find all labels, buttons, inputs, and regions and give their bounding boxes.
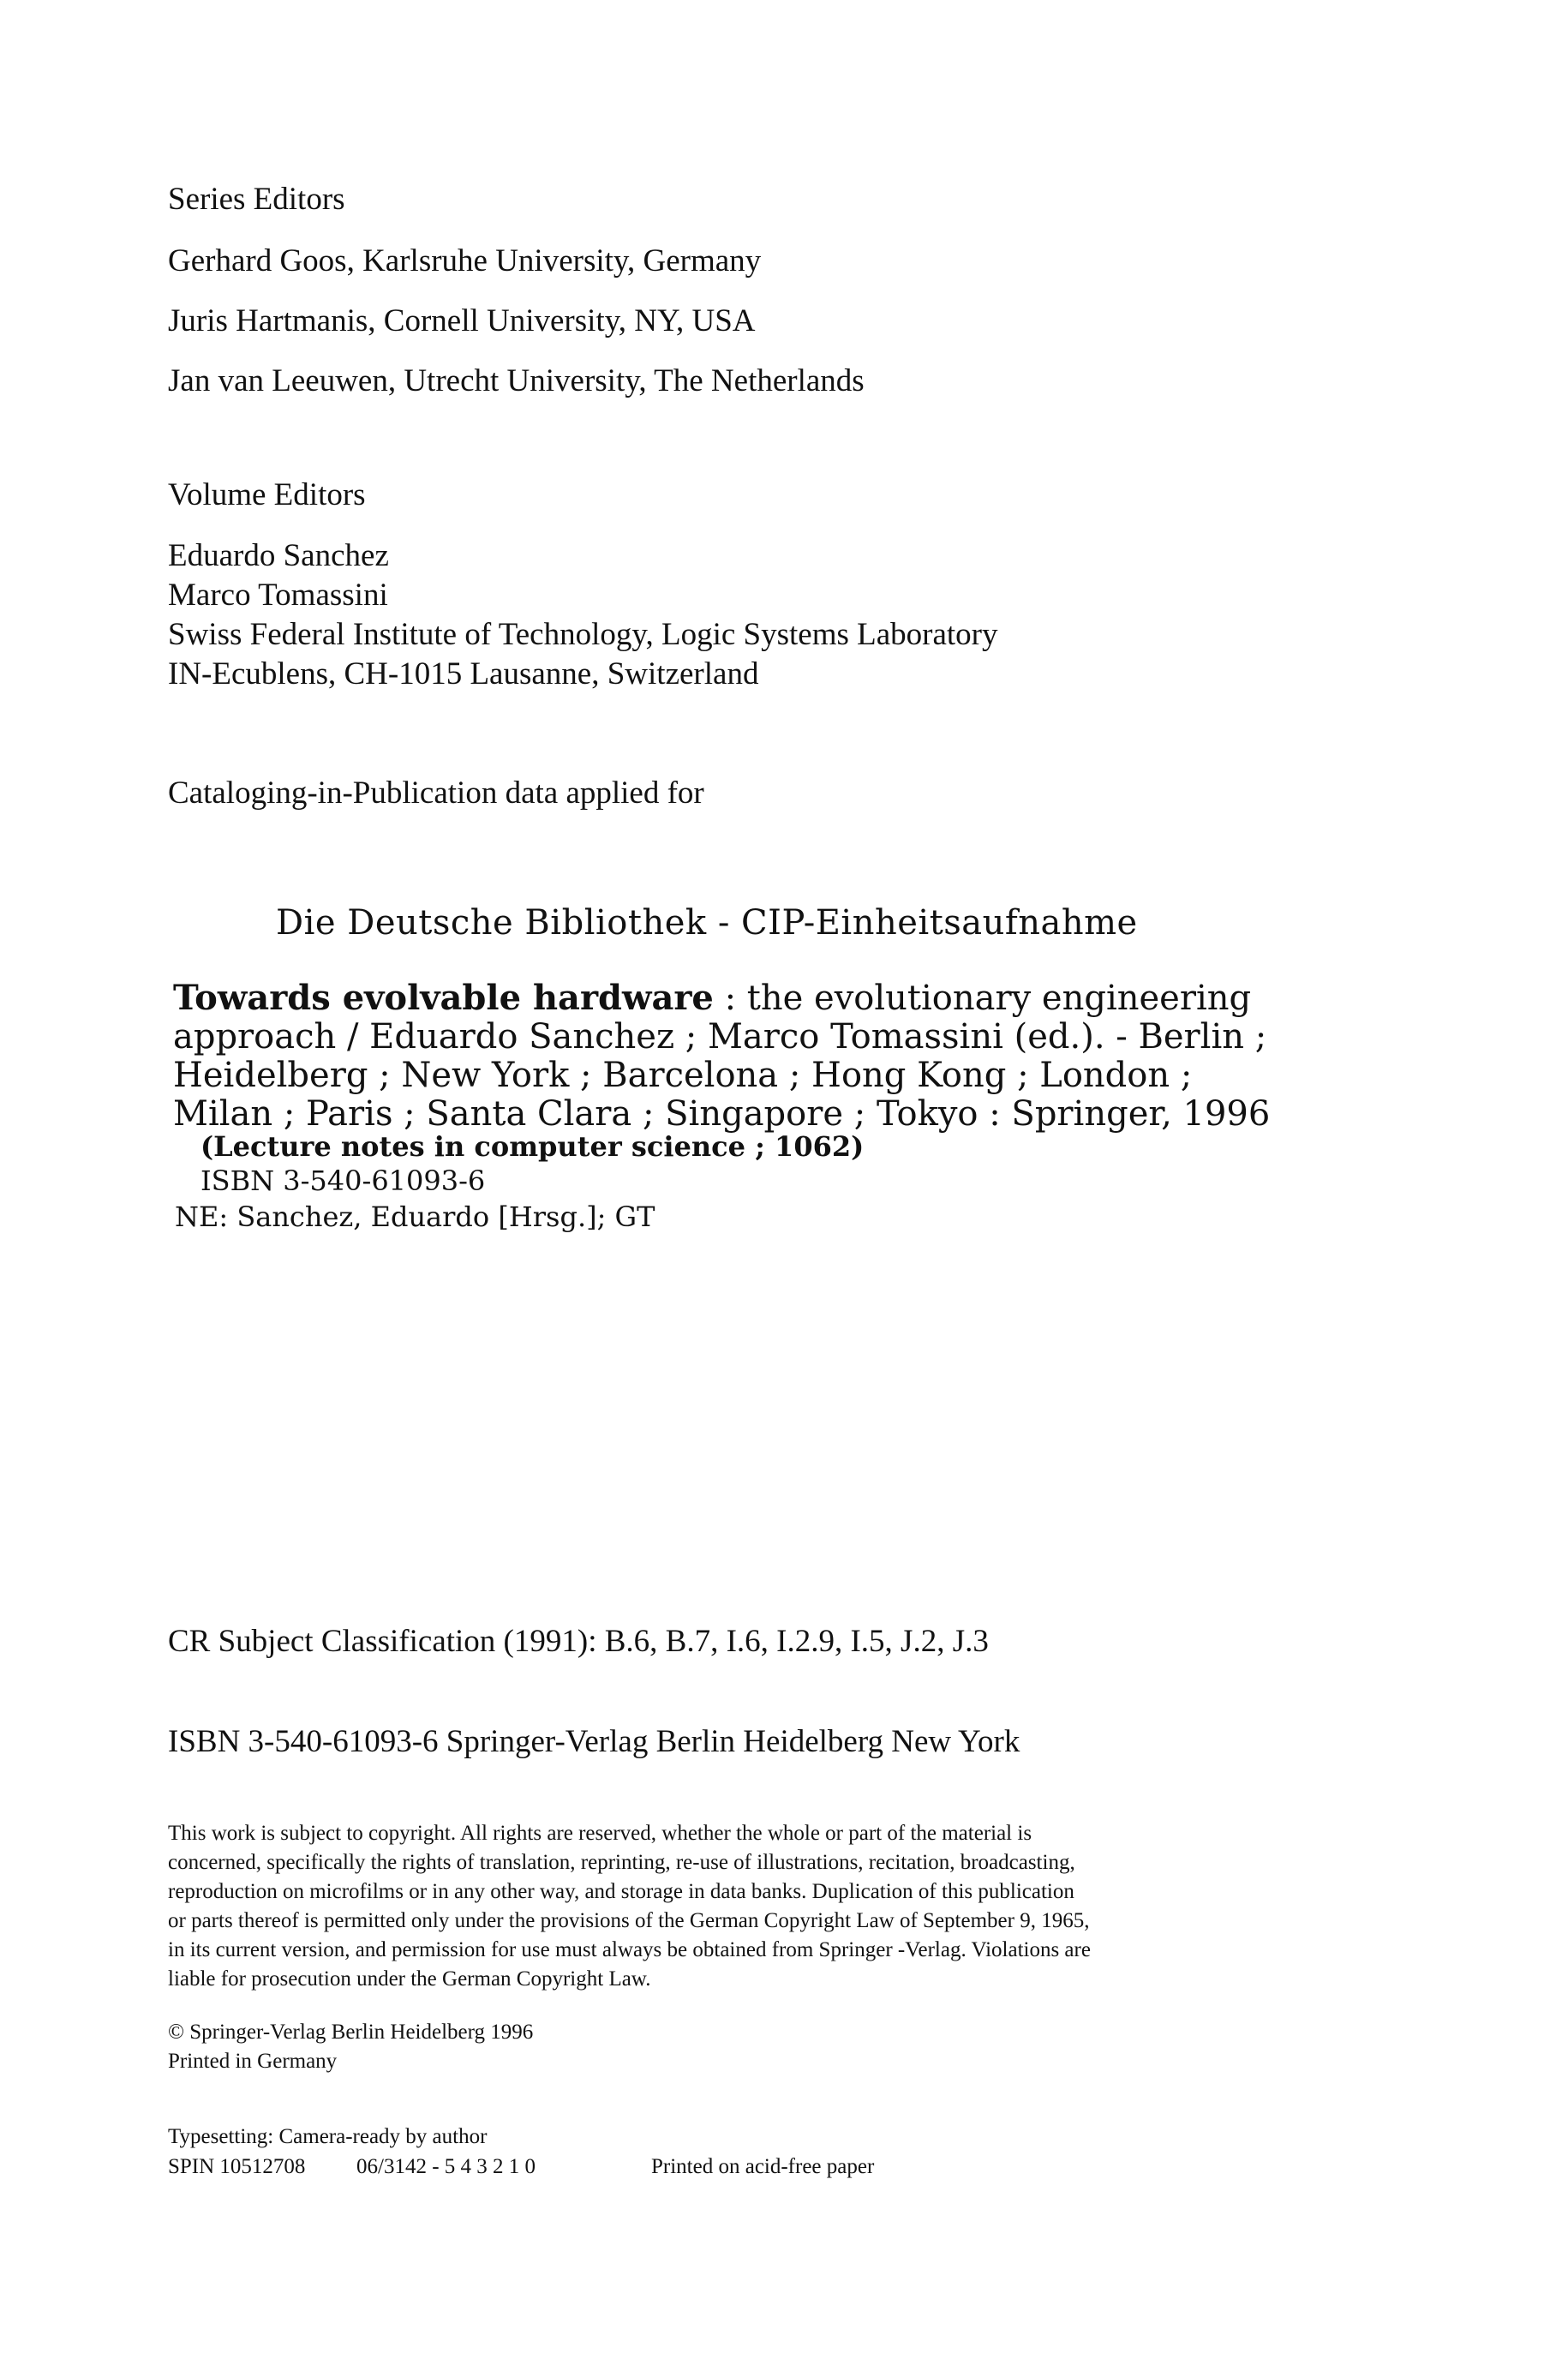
copyright-notice: [168, 1819, 1091, 1994]
spin-code: 06/3142 - 5 4 3 2 1 0: [356, 2155, 536, 2178]
series-editor-goos: Gerhard Goos, Karlsruhe University, Germany: [168, 243, 762, 278]
volume-editors-address: IN-Ecublens, CH-1015 Lausanne, Switzerland: [168, 656, 759, 692]
isbn-publisher-line: ISBN 3-540-61093-6 Springer-Verlag Berlin Heidelberg New York: [168, 1724, 1020, 1759]
copyright-notice-line-3: reproduction on microfilms or in any other way, and storage in data banks. Duplication of this publication: [168, 1880, 1074, 1903]
copyright-notice-line-5: in its current version, and permission for use must always be obtained from Springer -Verlag. Violations are: [168, 1938, 1091, 1961]
series-editors-heading: Series Editors: [168, 182, 345, 217]
series-editor-hartmanis: Juris Hartmanis, Cornell University, NY, USA: [168, 303, 756, 338]
copyright-block: [168, 2018, 533, 2076]
cip-entry: [173, 979, 1270, 1134]
volume-editors-block: [168, 536, 998, 694]
volume-editors-heading: Volume Editors: [168, 477, 366, 512]
series-editor-van-leeuwen: Jan van Leeuwen, Utrecht University, The Netherlands: [168, 363, 865, 398]
copyright-notice-line-1: This work is subject to copyright. All rights are reserved, whether the whole or part of the material is: [168, 1822, 1032, 1845]
copyright-notice-line-6: liable for prosecution under the German Copyright Law.: [168, 1967, 651, 1991]
typesetting-line: Typesetting: Camera-ready by author: [168, 2125, 488, 2148]
cip-ne: NE: Sanchez, Eduardo [Hrsg.]; GT: [175, 1200, 655, 1233]
printed-in-line: Printed in Germany: [168, 2050, 338, 2073]
spin-number: SPIN 10512708: [168, 2155, 306, 2178]
cip-title-rest: : the evolutionary engineering: [713, 979, 1252, 1018]
copyright-notice-line-4: or parts thereof is permitted only under the provisions of the German Copyright Law of September 9, 1965,: [168, 1909, 1090, 1932]
copyright-notice-line-2: concerned, specifically the rights of translation, reprinting, re-use of illustrations, recitation, broadcasting,: [168, 1851, 1075, 1874]
acid-free-paper: Printed on acid-free paper: [651, 2155, 875, 2178]
cip-line-3: Milan ; Paris ; Santa Clara ; Singapore ; Tokyo : Springer, 1996: [173, 1094, 1271, 1134]
copyright-line: © Springer-Verlag Berlin Heidelberg 1996: [168, 2021, 534, 2044]
cip-title-line: [173, 979, 1270, 1018]
volume-editor-sanchez: Eduardo Sanchez: [168, 538, 389, 573]
volume-editor-tomassini: Marco Tomassini: [168, 578, 388, 613]
cip-title-bold: Towards evolvable hardware: [173, 978, 714, 1018]
volume-editors-institute: Swiss Federal Institute of Technology, Logic Systems Laboratory: [168, 617, 998, 652]
cataloging-note: Cataloging-in-Publication data applied for: [168, 775, 704, 811]
cr-classification: CR Subject Classification (1991): B.6, B.7, I.6, I.2.9, I.5, J.2, J.3: [168, 1624, 989, 1659]
cip-heading: Die Deutsche Bibliothek - CIP-Einheitsaufnahme: [276, 903, 1138, 943]
cip-series-note: (Lecture notes in computer science ; 1062): [200, 1130, 865, 1163]
cip-line-1: approach / Eduardo Sanchez ; Marco Tomassini (ed.). - Berlin ;: [173, 1017, 1267, 1057]
cip-line-2: Heidelberg ; New York ; Barcelona ; Hong Kong ; London ;: [173, 1056, 1193, 1095]
cip-isbn: ISBN 3-540-61093-6: [200, 1165, 486, 1197]
